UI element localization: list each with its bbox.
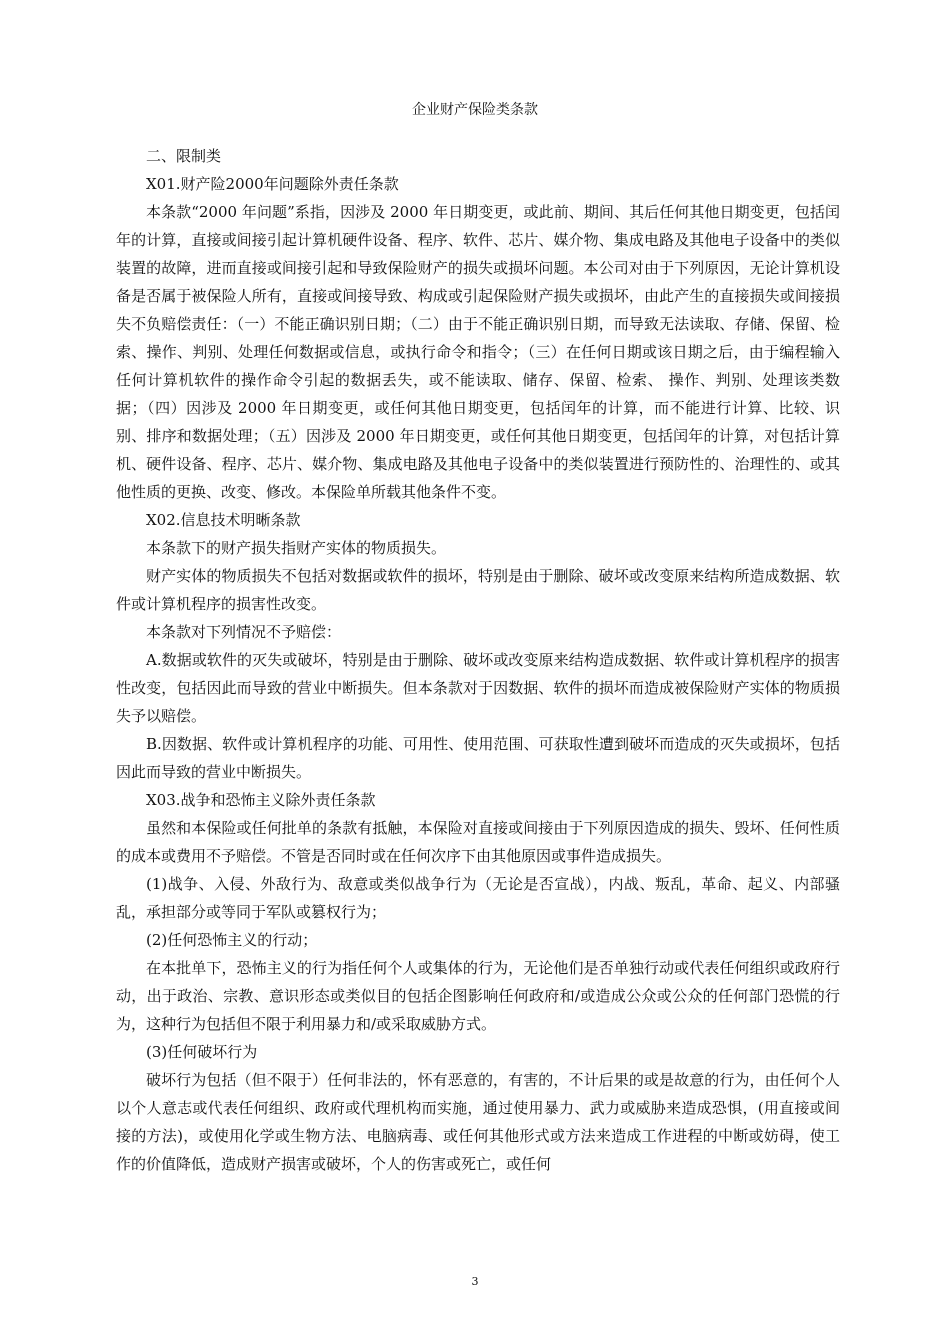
clause-x02-paragraph: 本条款下的财产损失指财产实体的物质损失。	[146, 539, 447, 557]
page-number: 3	[471, 1275, 479, 1288]
clause-x02-paragraph: 财产实体的物质损失不包括对数据或软件的损坏，特别是由于删除、破坏或改变原来结构所造成数据、软件或计算机程序的损害性改变。	[116, 567, 840, 613]
clause-x03-paragraph: 在本批单下，恐怖主义的行为指任何个人或集体的行为，无论他们是否单独行动或代表任何组织或政府行动，出于政治、宗教、意识形态或类似目的包括企图影响任何政府和/或造成公众或公众的任何部门恐慌的行为，这种行为包括但不限于利用暴力和/或采取威胁方式。	[116, 959, 840, 1033]
clause-x01-text: 本条款“2000 年问题”系指，因涉及 2000 年日期变更，或此前、期间、其后任何其他日期变更，包括闰年的计算，直接或间接引起计算机硬件设备、程序、软件、芯片、媒介物、集成电路及其他电子设备中的类似装置的故障，进而直接或间接引起和导致保险财产的损失或损坏问题。本公司对由于下列原因，无论计算机设备是否属于被保险人所有，直接或间接导致、构成或引起保险财产损失或损坏，由此产生的直接损失或间接损失不负赔偿责任：（一）不能正确识别日期；（二）由于不能正确识别日期，而导致无法读取、存储、保留、检索、操作、判别、处理任何数据或信息，或执行命令和指令；（三）在任何日期或该日期之后，由于编程输入任何计算机软件的操作命令引起的数据丢失，或不能读取、储存、保留、检索、 操作、判别、处理该类数据；（四）因涉及 2000 年日期变更，或任何其他日期变更，包括闰年的计算，而不能进行计算、比较、识别、排序和数据处理；（五）因涉及 2000 年日期变更，或任何其他日期变更，包括闰年的计算，对包括计算机、硬件设备、程序、芯片、媒介物、集成电路及其他电子设备中的类似装置进行预防性的、治理性的、或其他性质的更换、改变、修改。本保险单所载其他条件不变。	[116, 203, 840, 501]
clause-x02-item-b: B.因数据、软件或计算机程序的功能、可用性、使用范围、可获取性遭到破坏而造成的灭失或损坏，包括因此而导致的营业中断损失。	[116, 735, 840, 781]
clause-title-x02: X02.信息技术明晰条款	[146, 511, 301, 529]
page-header-title: 企业财产保险类条款	[412, 102, 538, 118]
clause-x02-paragraph: 本条款对下列情况不予赔偿：	[146, 623, 342, 641]
clause-title-x01: X01.财产险2000年问题除外责任条款	[146, 175, 399, 193]
clause-x03-item-2: (2)任何恐怖主义的行动；	[146, 931, 318, 949]
clause-title-x03: X03.战争和恐怖主义除外责任条款	[146, 791, 376, 809]
section-heading: 二、限制类	[146, 147, 222, 165]
document-body	[116, 142, 840, 1178]
clause-x03-paragraph: 破坏行为包括（但不限于）任何非法的，怀有恶意的，有害的，不计后果的或是故意的行为，由任何个人以个人意志或代表任何组织、政府或代理机构而实施，通过使用暴力、武力或威胁来造成恐惧，(用直接或间接的方法)，或使用化学或生物方法、电脑病毒、或任何其他形式或方法来造成工作进程的中断或妨碍，使工作的价值降低，造成财产损害或破坏，个人的伤害或死亡，或任何	[116, 1071, 840, 1173]
clause-x03-item-3: (3)任何破坏行为	[146, 1043, 258, 1061]
clause-x02-item-a: A.数据或软件的灭失或破坏，特别是由于删除、破坏或改变原来结构造成数据、软件或计算机程序的损害性改变，包括因此而导致的营业中断损失。但本条款对于因数据、软件的损坏而造成被保险财产实体的物质损失予以赔偿。	[116, 651, 840, 725]
clause-x03-paragraph: 虽然和本保险或任何批单的条款有抵触，本保险对直接或间接由于下列原因造成的损失、毁坏、任何性质的成本或费用不予赔偿。不管是否同时或在任何次序下由其他原因或事件造成损失。	[116, 819, 840, 865]
clause-x03-item-1: (1)战争、入侵、外敌行为、敌意或类似战争行为（无论是否宣战），内战、叛乱，革命、起义、内部骚乱，承担部分或等同于军队或篡权行为；	[116, 875, 840, 921]
